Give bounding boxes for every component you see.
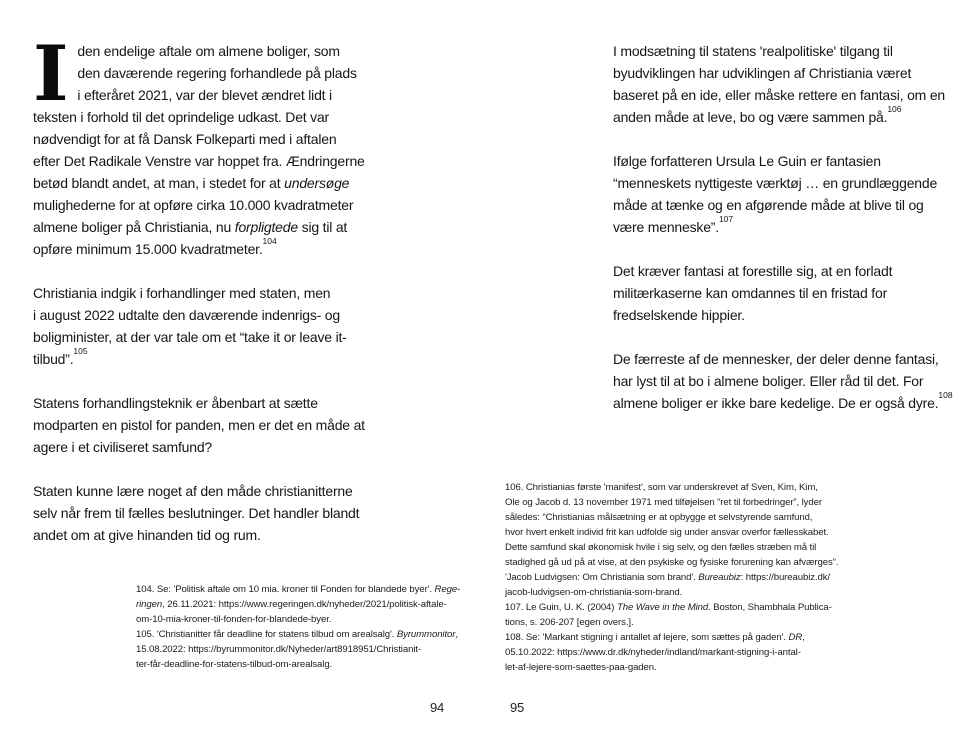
paragraph-faerreste: De færreste af de mennesker, der deler denne fantasi, har lyst til at bo i almene boliger. Eller råd til det. For almene boliger er ikke bare kedelige. De er også dyre.$^{108}$ (613, 351, 953, 411)
paragraph-forhandlinger: Christiania indgik i forhandlinger med staten, men i august 2022 udtalte den daværende indenrigs- og boligminister, at der var tale om et “take it or leave it- tilbud”.$^{105}$ (33, 285, 347, 367)
paragraph-fantasi: Det kræver fantasi at forestille sig, at en forladt militærkaserne kan omdannes til en fristad for fredselskende hippier. (613, 263, 893, 323)
paragraph-modsaetning: I modsætning til statens 'realpolitiske' tilgang til byudviklingen har udviklingen af Christiania været baseret på en ide, eller måske rettere en fantasi, om en anden måde at leve, bo og være sammen på.$^{106}$ (613, 43, 945, 125)
footnote-107: 107. Le Guin, U. K. (2004) The Wave in the Mind. Boston, Shambhala Publica- tions, s. 206-207 [egen overs.]. (505, 602, 832, 628)
footnote-marker: 106 (887, 103, 902, 114)
page-right-footnotes (505, 480, 900, 675)
paragraph-staten-laere: Staten kunne lære noget af den måde christianitterne selv når frem til fælles beslutninger. Det handler blandt andet om at give hinanden tid og rum. (33, 483, 360, 543)
page-left-footnotes (136, 582, 521, 672)
paragraph-forhandlingsteknik: Statens forhandlingsteknik er åbenbart at sætte modparten en pistol for panden, men er det en måde at agere i et civiliseret samfund? (33, 395, 365, 455)
page-left-body (33, 29, 395, 568)
footnote-marker: 107 (718, 213, 734, 224)
page-number-right: 95 (510, 700, 525, 715)
paragraph-leguin: Ifølge forfatteren Ursula Le Guin er fantasien “menneskets nyttigeste værktøj … en grundlæggende måde at tænke og en afgørende måde at blive til og være menneske”.$^{107}$ (613, 153, 938, 235)
footnote-108: 108. Se: 'Markant stigning i antallet af lejere, som sættes på gaden'. DR, 05.10.2022: https://www.dr.dk/nyheder/indland/markant-stigning-i-antal- let-af-lejere-som-saettes-paa-gaden. (505, 632, 805, 673)
footnote-105: 105. 'Christianitter får deadline for statens tilbud om arealsalg'. Byrummonitor, 15.08.2022: https://byrummonitor.dk/Nyheder/art8918951/Christianit- ter-får-deadline-for-statens-tilbud-om-arealsalg. (136, 629, 458, 670)
paragraph-aftale: Iden endelige aftale om almene boliger, som den daværende regering forhandlede på plads i efteråret 2021, var der blevet ændret lidt i teksten i forhold til det oprindelige udkast. Det var nødvendigt for at få Dansk Folkeparti med i aftalen efter Det Radikale Venstre var hoppet fra. Ændringerne betød blandt andet, at man, i stedet for at undersøge mulighederne for at opføre cirka 10.000 kvadratmeter almene boliger på Christiania, nu forpligtede sig til at opføre minimum 15.000 kvadratmeter.$^{104}$ (33, 29, 365, 257)
page-right-body (613, 40, 960, 436)
footnote-marker: 104 (262, 235, 277, 246)
footnote-marker: 105 (73, 345, 88, 356)
footnote-106: 106. Christianias første 'manifest', som var underskrevet af Sven, Kim, Kim, Ole og Jacob d. 13 november 1971 med tilføjelsen “ret til forbedringer”, lyder således: “Christianias målsætning er at opbygge et selvstyrende samfund, hvor hvert enkelt individ frit kan udfolde sig under ansvar overfor fællesskabet. Dette samfund skal økonomisk hvile i sig selv, og den fælles stræben må til stadighed gå ud på at vise, at den psykiske og fysiske forurening kan afværges”. 'Jacob Ludvigsen: Om Christiania som brand'. Bureaubiz: https://bureaubiz.dk/ jacob-ludvigsen-om-christiania-som-brand. (505, 482, 839, 598)
drop-cap: I (33, 29, 69, 118)
page-number-left: 94 (430, 700, 445, 715)
footnote-104: 104. Se: 'Politisk aftale om 10 mia. kroner til Fonden for blandede byer'. Rege- ringen, 26.11.2021: https://www.regeringen.dk/nyheder/2021/politisk-aftale- om-10-mia-kroner-til-fonden-for-blandede-byer. (136, 584, 461, 625)
footnote-marker: 108 (938, 389, 953, 400)
